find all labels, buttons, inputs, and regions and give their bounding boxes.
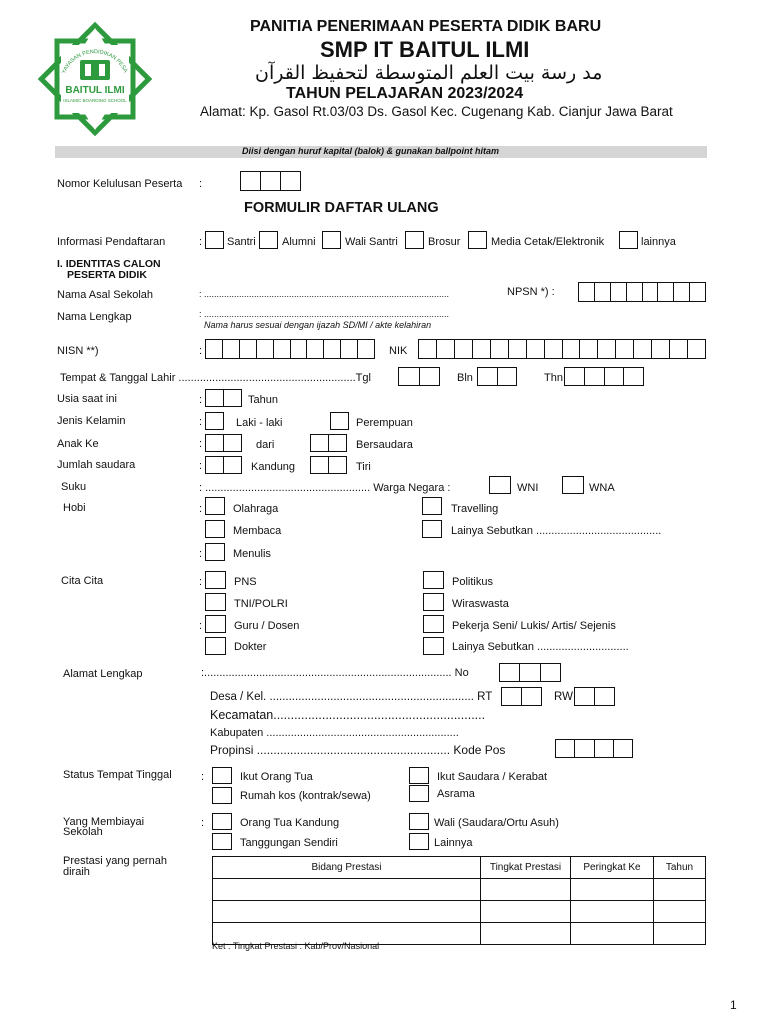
checkbox-cita-lainnya[interactable]	[423, 637, 444, 655]
suku-label: Suku	[61, 481, 87, 493]
svg-text:BAITUL ILMI: BAITUL ILMI	[65, 85, 125, 96]
option-olahraga: Olahraga	[233, 503, 279, 515]
jenis-kelamin-label: Jenis Kelamin	[57, 415, 126, 427]
asal-sekolah-label: Nama Asal Sekolah	[57, 289, 153, 301]
tiri-boxes[interactable]	[310, 456, 347, 474]
option-wiraswasta: Wiraswasta	[452, 598, 509, 610]
membiayai-label-a: Yang Membiayai	[63, 816, 145, 828]
dari-boxes[interactable]	[310, 434, 347, 452]
option-travelling: Travelling	[451, 503, 499, 515]
colon: :	[199, 394, 203, 406]
checkbox-membaca[interactable]	[205, 520, 225, 538]
alamat-label: Alamat Lengkap	[63, 668, 143, 680]
kandung-label: Kandung	[251, 461, 296, 473]
membiayai-label-b: Sekolah	[63, 826, 103, 838]
checkbox-asrama[interactable]	[409, 785, 429, 802]
usia-boxes[interactable]	[205, 389, 242, 407]
checkbox-wali-santri[interactable]	[322, 231, 341, 249]
table-cell[interactable]	[654, 879, 706, 901]
option-lainnya: lainnya	[641, 236, 676, 248]
header-bidang: Bidang Prestasi	[213, 857, 481, 879]
nisn-label: NISN **)	[57, 345, 99, 357]
instruction-text: Diisi dengan huruf kapital (balok) & gunakan ballpoint hitam	[242, 146, 500, 156]
option-wali: Wali (Saudara/Ortu Asuh)	[434, 817, 559, 829]
page-number: 1	[730, 998, 737, 1012]
checkbox-wni[interactable]	[489, 476, 511, 494]
colon: :	[199, 438, 203, 450]
colon: :	[201, 771, 205, 783]
checkbox-brosur[interactable]	[405, 231, 424, 249]
committee-title: PANITIA PENERIMAAN PESERTA DIDIK BARU	[250, 18, 602, 35]
table-cell[interactable]	[654, 923, 706, 945]
checkbox-seni[interactable]	[423, 615, 444, 633]
colon: :	[199, 620, 203, 632]
colon: :	[199, 460, 203, 472]
table-header-row	[213, 857, 706, 879]
colon: :	[199, 236, 203, 248]
option-rumah-kos: Rumah kos (kontrak/sewa)	[240, 790, 371, 802]
option-membaca: Membaca	[233, 525, 282, 537]
checkbox-dokter[interactable]	[205, 637, 226, 655]
school-address: Alamat: Kp. Gasol Rt.03/03 Ds. Gasol Kec. Cugenang Kab. Cianjur Jawa Barat	[200, 104, 673, 119]
option-laki: Laki - laki	[236, 417, 283, 429]
option-seni: Pekerja Seni/ Lukis/ Artis/ Sejenis	[452, 620, 616, 632]
anak-ke-boxes[interactable]	[205, 434, 242, 452]
kabupaten-line[interactable]: Kabupaten ...............................................................	[210, 727, 459, 739]
checkbox-tni[interactable]	[205, 593, 226, 611]
nisn-boxes[interactable]	[205, 339, 375, 359]
table-row	[213, 879, 706, 901]
checkbox-hobi-lainnya[interactable]	[422, 520, 442, 538]
kecamatan-line[interactable]: Kecamatan.............................................................	[210, 708, 486, 722]
kandung-boxes[interactable]	[205, 456, 242, 474]
svg-text:ISLAMIC BOARDING SCHOOL: ISLAMIC BOARDING SCHOOL	[63, 98, 127, 103]
thn-boxes[interactable]	[564, 367, 644, 386]
prestasi-label-b: diraih	[63, 866, 90, 878]
rw-label: RW	[554, 691, 573, 703]
table-cell[interactable]	[571, 923, 654, 945]
option-politikus: Politikus	[452, 576, 493, 588]
informasi-label: Informasi Pendaftaran	[57, 236, 166, 248]
kode-pos-boxes[interactable]	[555, 739, 633, 758]
nama-lengkap-label: Nama Lengkap	[57, 311, 132, 323]
option-guru: Guru / Dosen	[234, 620, 300, 632]
header-peringkat: Peringkat Ke	[571, 857, 654, 879]
option-santri: Santri	[227, 236, 256, 248]
npsn-label: NPSN *) :	[507, 286, 555, 298]
suku-line[interactable]: : ...................................................... Warga Negara :	[199, 482, 451, 494]
no-boxes[interactable]	[499, 663, 561, 682]
checkbox-ikut-ortu[interactable]	[212, 767, 232, 784]
table-cell[interactable]	[213, 901, 481, 923]
option-tni: TNI/POLRI	[234, 598, 288, 610]
school-logo	[30, 14, 160, 144]
checkbox-santri[interactable]	[205, 231, 224, 249]
nomor-kelulusan-label: Nomor Kelulusan Peserta	[57, 178, 183, 190]
checkbox-wali[interactable]	[409, 813, 429, 830]
option-tanggungan-sendiri: Tanggungan Sendiri	[240, 837, 338, 849]
thn-label: Thn	[544, 372, 563, 384]
bln-label: Bln	[457, 372, 473, 384]
anak-ke-label: Anak Ke	[57, 438, 99, 450]
option-menulis: Menulis	[233, 548, 271, 560]
option-wna: WNA	[589, 482, 615, 494]
option-hobi-lainnya: Lainya Sebutkan .........................................	[451, 525, 662, 537]
bln-boxes[interactable]	[477, 367, 517, 386]
npsn-boxes[interactable]	[578, 282, 706, 302]
checkbox-wiraswasta[interactable]	[423, 593, 444, 611]
nama-note: Nama harus sesuai dengan ijazah SD/MI / akte kelahiran	[204, 320, 432, 330]
table-cell[interactable]	[481, 879, 571, 901]
ttl-label: Tempat & Tanggal Lahir ..........................................................Tgl	[60, 372, 371, 384]
tiri-label: Tiri	[356, 461, 371, 473]
option-ikut-ortu: Ikut Orang Tua	[240, 771, 313, 783]
section-title-a: I. IDENTITAS CALON	[57, 258, 161, 270]
checkbox-biaya-lainnya[interactable]	[409, 833, 429, 850]
propinsi-line[interactable]: Propinsi .......................................................... Kode Pos	[210, 743, 506, 757]
rt-boxes[interactable]	[501, 687, 542, 706]
option-dokter: Dokter	[234, 641, 267, 653]
checkbox-media[interactable]	[468, 231, 487, 249]
checkbox-travelling[interactable]	[422, 497, 442, 515]
hobi-label: Hobi	[63, 502, 86, 514]
nik-boxes[interactable]	[418, 339, 706, 359]
tahun-label: Tahun	[248, 394, 278, 406]
nama-lengkap-line[interactable]: : ..................................................................................................	[199, 309, 450, 319]
checkbox-menulis[interactable]	[205, 543, 225, 561]
colon: :	[199, 576, 203, 588]
academic-year: TAHUN PELAJARAN 2023/2024	[286, 85, 524, 102]
colon: :	[199, 548, 203, 560]
alamat-line[interactable]: :................................................................................. No	[201, 667, 469, 679]
checkbox-pns[interactable]	[205, 571, 226, 589]
colon: :	[199, 416, 203, 428]
tgl-boxes[interactable]	[398, 367, 440, 386]
form-title: FORMULIR DAFTAR ULANG	[244, 200, 439, 216]
option-ortu-kandung: Orang Tua Kandung	[240, 817, 340, 829]
option-asrama: Asrama	[437, 788, 475, 800]
table-row	[213, 901, 706, 923]
checkbox-tanggungan-sendiri[interactable]	[212, 833, 232, 850]
checkbox-olahraga[interactable]	[205, 497, 225, 515]
svg-text:YAYASAN PENDIDIKAN PESANTREN B: YAYASAN PENDIDIKAN PESA	[61, 49, 129, 75]
table-cell[interactable]	[213, 879, 481, 901]
table-cell[interactable]	[481, 923, 571, 945]
checkbox-ikut-saudara[interactable]	[409, 767, 429, 784]
checkbox-politikus[interactable]	[423, 571, 444, 589]
nik-label: NIK	[389, 345, 408, 357]
prestasi-note: Ket : Tingkat Prestasi : Kab/Prov/Nasional	[212, 941, 380, 951]
checkbox-guru[interactable]	[205, 615, 226, 633]
dari-label: dari	[256, 439, 275, 451]
option-wali-santri: Wali Santri	[345, 236, 398, 248]
header-tingkat: Tingkat Prestasi	[481, 857, 571, 879]
option-media: Media Cetak/Elektronik	[491, 236, 605, 248]
option-wni: WNI	[517, 482, 539, 494]
section-title-b: PESERTA DIDIK	[67, 269, 147, 281]
option-ikut-saudara: Ikut Saudara / Kerabat	[437, 771, 548, 783]
colon: :	[201, 817, 205, 829]
table-cell[interactable]	[481, 901, 571, 923]
option-alumni: Alumni	[282, 236, 316, 248]
option-cita-lainnya: Lainya Sebutkan ..............................	[452, 641, 629, 653]
table-cell[interactable]	[654, 901, 706, 923]
option-pns: PNS	[234, 576, 257, 588]
checkbox-rumah-kos[interactable]	[212, 787, 232, 804]
usia-label: Usia saat ini	[57, 393, 117, 405]
checkbox-lainnya[interactable]	[619, 231, 638, 249]
bersaudara-label: Bersaudara	[356, 439, 413, 451]
prestasi-label-a: Prestasi yang pernah	[63, 855, 167, 867]
status-tinggal-label: Status Tempat Tinggal	[63, 769, 172, 781]
table-cell[interactable]	[571, 901, 654, 923]
checkbox-ortu-kandung[interactable]	[212, 813, 232, 830]
asal-sekolah-line[interactable]: : ..................................................................................................	[199, 289, 450, 299]
nomor-kelulusan-boxes[interactable]	[240, 171, 301, 191]
option-perempuan: Perempuan	[356, 417, 413, 429]
checkbox-alumni[interactable]	[259, 231, 278, 249]
school-name: SMP IT BAITUL ILMI	[320, 37, 530, 62]
colon: :	[199, 503, 203, 515]
cita-cita-label: Cita Cita	[61, 575, 104, 587]
table-cell[interactable]	[571, 879, 654, 901]
desa-line[interactable]: Desa / Kel. ................................................................ RT	[210, 691, 493, 703]
option-biaya-lainnya: Lainnya	[434, 837, 473, 849]
arabic-name: مد رسة بيت العلم المتوسطة لتحفيظ القرآن	[255, 62, 603, 84]
colon: :	[199, 178, 203, 190]
checkbox-perempuan[interactable]	[330, 412, 349, 430]
option-brosur: Brosur	[428, 236, 461, 248]
checkbox-wna[interactable]	[562, 476, 584, 494]
prestasi-table	[212, 856, 706, 945]
colon: :	[199, 345, 203, 357]
checkbox-laki[interactable]	[205, 412, 224, 430]
header-tahun: Tahun	[654, 857, 706, 879]
jumlah-saudara-label: Jumlah saudara	[57, 459, 136, 471]
rw-boxes[interactable]	[574, 687, 615, 706]
